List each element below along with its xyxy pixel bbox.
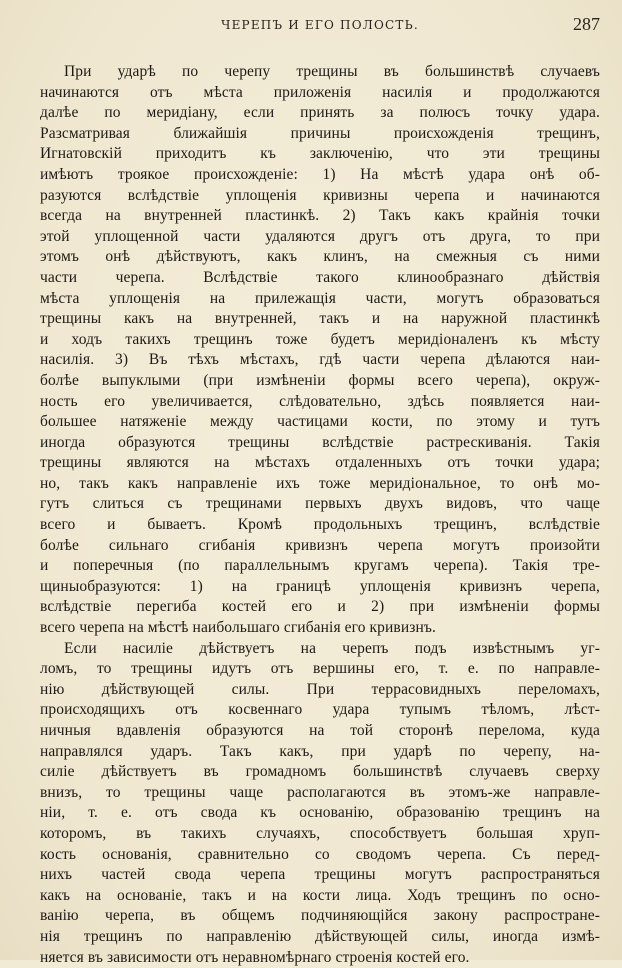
text-line: силіе дѣйствуетъ въ громадномъ большинствѣ случаевъ сверху <box>40 763 600 781</box>
text-line: Если насиліе дѣйствуетъ на черепъ подъ извѣстнымъ уг- <box>64 639 600 657</box>
text-line: нихъ частей свода черепа трещины могутъ распространяться <box>40 866 600 884</box>
text-line: какъ на основаніе, такъ и на кости лица. Ходъ трещинъ по осно- <box>40 886 600 904</box>
text-line: насилія. 3) Въ тѣхъ мѣстахъ, гдѣ части черепа дѣлаются наи- <box>40 351 600 369</box>
text-line: но, такъ какъ направленіе ихъ тоже меридіональное, то онѣ мо- <box>40 474 600 492</box>
text-line: этой уплощенной части удаляются другъ отъ друга, то при <box>40 227 600 245</box>
paragraph-2 <box>40 639 600 968</box>
text-line: кость основанія, сравнительно со сводомъ черепа. Съ перед- <box>40 845 600 863</box>
text-line: Разсматривая ближайшія причины происхожденія трещинъ, <box>40 124 600 142</box>
running-title: ЧЕРЕПЪ И ЕГО ПОЛОСТЬ. <box>221 18 419 32</box>
text-line: нія трещинъ по направленію дѣйствующей силы, иногда измѣ- <box>40 927 600 945</box>
page-number: 287 <box>573 14 600 34</box>
text-line: ность его увеличивается, слѣдовательно, здѣсь появляется наи- <box>40 392 600 410</box>
text-line: происходящихъ отъ косвеннаго удара тупымъ тѣломъ, лѣст- <box>40 701 600 719</box>
text-line: далѣе по меридіану, если принять за полюсъ точку удара. <box>40 104 600 122</box>
text-line: трещины какъ на внутренней, такъ и на наружной пластинкѣ <box>40 310 600 328</box>
text-line: этомъ онѣ дѣйствуютъ, какъ клинъ, на смежныя съ ними <box>40 248 600 266</box>
text-line: большее натяженіе между частицами кости, по этому и тутъ <box>40 413 600 431</box>
text-line: ніи, т. е. отъ свода къ основанію, образованію трещинъ на <box>40 804 600 822</box>
text-line: внизъ, то трещины чаще располагаются въ этомъ-же направле- <box>40 783 600 801</box>
text-line: ванію черепа, въ общемъ подчиняющійся закону распростране- <box>40 907 600 925</box>
text-line: При ударѣ по черепу трещины въ большинствѣ случаевъ <box>64 63 600 80</box>
text-line: мѣста уплощенія на прилежащія части, могутъ образоваться <box>40 289 600 307</box>
text-line: няется въ зависимости отъ неравномѣрнаго строенія костей его. <box>40 948 470 966</box>
text-line: Игнатовскій приходитъ къ заключенію, что эти трещины <box>40 145 600 163</box>
text-line: щиныобразуются: 1) на границѣ уплощенія кривизнъ черепа, <box>40 577 600 595</box>
text-line: которомъ, въ такихъ случаяхъ, способствуетъ большая хруп- <box>40 824 600 842</box>
text-body <box>40 62 600 968</box>
text-line: всего черепа на мѣстѣ наибольшаго сгибанія его кривизнъ. <box>40 619 436 637</box>
text-line: ломъ, то трещины идутъ отъ вершины его, т. е. по направле- <box>40 660 600 678</box>
text-line: нію дѣйствующей силы. При террасовидныхъ переломахъ, <box>40 680 600 698</box>
text-line: начинаются отъ мѣста приложенія насилія и продолжаются <box>40 83 600 101</box>
text-line: гутъ слиться съ трещинами первыхъ двухъ видовъ, что чаще <box>40 495 600 513</box>
text-line: имѣютъ троякое происхожденіе: 1) На мѣстѣ удара онѣ об- <box>40 165 600 183</box>
text-line: ничныя вдавленія образуются на той сторонѣ перелома, куда <box>40 722 600 739</box>
text-line: и ходъ такихъ трещинъ тоже будетъ меридіоналенъ къ мѣсту <box>40 330 600 348</box>
running-head <box>40 14 600 40</box>
text-line: направлялся ударъ. Такъ какъ, при ударѣ по черепу, на- <box>40 742 600 760</box>
text-line: части черепа. Вслѣдствіе такого клинообразнаго дѣйствія <box>40 268 600 286</box>
text-line: вслѣдствіе перегиба костей его и 2) при измѣненіи формы <box>40 598 600 616</box>
text-line: иногда образуются трещины вслѣдствіе растрескиванія. Такія <box>40 433 600 451</box>
text-line: разуются вслѣдствіе уплощенія кривизны черепа и начинаются <box>40 186 600 204</box>
text-line: всего и бываетъ. Кромѣ продольныхъ трещинъ, вслѣдствіе <box>40 516 600 534</box>
paragraph-1 <box>40 62 600 639</box>
text-line: болѣе сильнаго сгибанія кривизнъ черепа могутъ произойти <box>40 536 600 554</box>
text-line: и поперечныя (по параллельнымъ кругамъ черепа). Такія тре- <box>40 557 600 575</box>
text-line: всегда на внутренней пластинкѣ. 2) Такъ какъ крайнія точки <box>40 207 600 225</box>
text-line: трещины являются на мѣстахъ отдаленныхъ отъ точки удара; <box>40 454 600 472</box>
text-line: болѣе выпуклыми (при измѣненіи формы всего черепа), окруж- <box>40 371 600 389</box>
